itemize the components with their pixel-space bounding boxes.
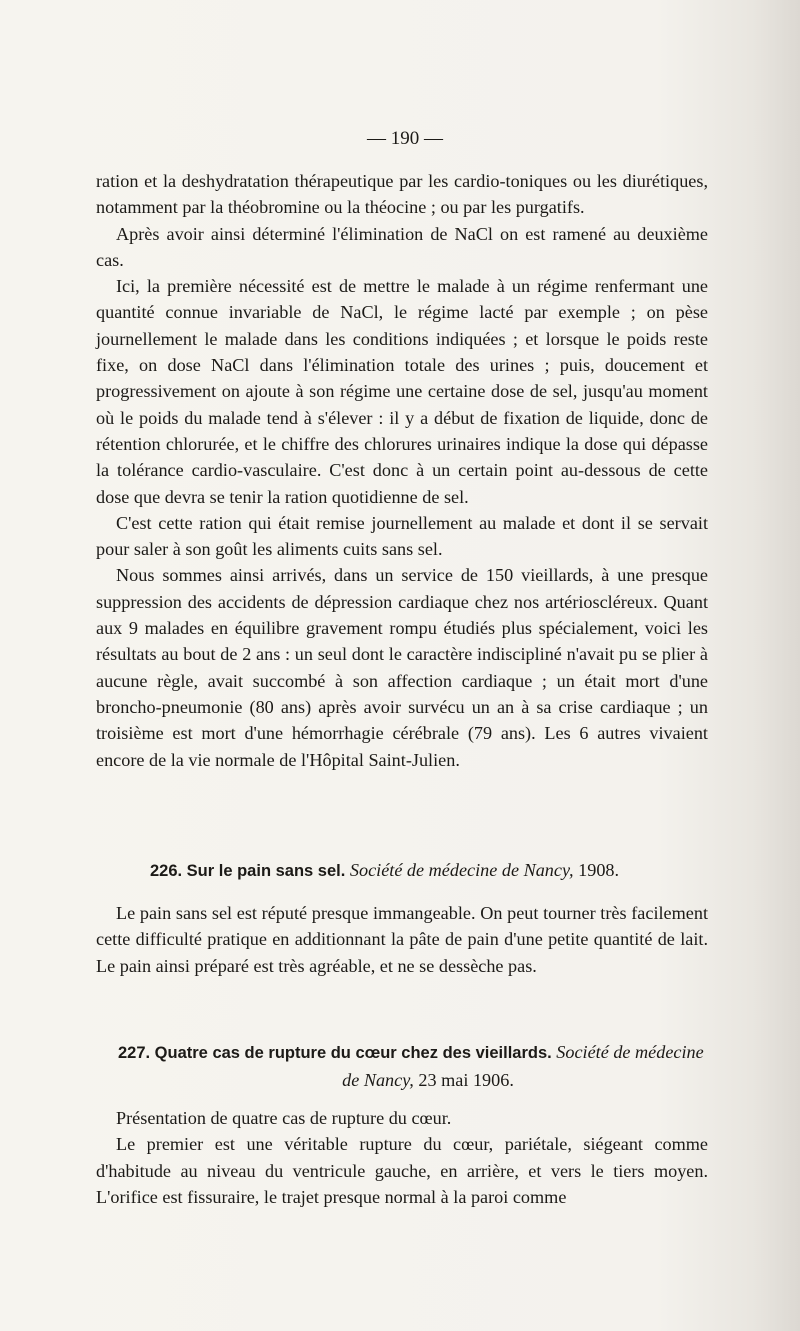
paragraph: Ici, la première nécessité est de mettre le malade à un régime renfermant une quantité connue invariable de NaCl, le régime lacté par exemple ; on pèse journellement le malade dans les conditions indiquées ; et lorsque le poids reste fixe, on dose NaCl dans l'élimination totale des urines ; puis, doucement et progressivement on ajoute à son régime une certaine dose de sel, jusqu'au moment où le poids du malade tend à s'élever : il y a début de fixation de liquide, donc de rétention chlorurée, et le chiffre des chlorures urinaires indique la dose qui dépasse la tolérance cardio-vasculaire. C'est donc à un certain point au-dessous de cette dose que devra se tenir la ration quotidienne de sel. [96,276,708,507]
body-text-section-227 [96,1105,708,1210]
journal-name: Société de médecine de Nancy, [349,860,574,880]
journal-name-cont: de Nancy, [342,1070,414,1090]
paragraph: Le pain sans sel est réputé presque immangeable. On peut tourner très facilement cette difficulté pratique en additionnant la pâte de pain d'une petite quantité de lait. Le pain ainsi préparé est très agréable, et ne se dessèche pas. [96,903,708,976]
paragraph: C'est cette ration qui était remise journellement au malade et dont il se servait pour saler à son goût les aliments cuits sans sel. [96,512,708,560]
page-number: — 190 — [367,128,443,149]
section-title: Quatre cas de rupture du cœur chez des vieillards. [154,1044,552,1062]
paragraph: Après avoir ainsi déterminé l'élimination de NaCl on est ramené au deuxième cas. [96,223,708,270]
paragraph: Présentation de quatre cas de rupture du cœur. [116,1108,452,1128]
paragraph: Nous sommes ainsi arrivés, dans un service de 150 vieillards, à une presque suppression des accidents de dépression cardiaque chez nos artérioscléreux. Quant aux 9 malades en équilibre gravement rompu étudiés plus spécialement, voici les résultats au bout de 2 ans : un seul dont le caractère indiscipliné n'avait pu se plier à aucune règle, avait succombé à son affection cardiaque ; un était mort d'une broncho-pneumonie (80 ans) après avoir survécu un an à sa crise cardiaque ; un troisième est mort d'une hémorrhagie cérébrale (79 ans). Les 6 autres vivaient encore de la vie normale de l'Hôpital Saint-Julien. [96,565,708,770]
heading-line-2 [118,1067,708,1094]
body-text-section-1 [96,168,708,773]
paragraph: ration et la deshydratation thérapeutique par les cardio-toniques ou les diurétiques, notamment par la théobromine ou la théocine ; ou par les purgatifs. [96,171,708,218]
body-text-section-226 [96,900,708,979]
section-title: Sur le pain sans sel. [186,862,346,880]
journal-date: 23 mai 1906. [418,1070,514,1090]
journal-year: 1908. [578,860,620,880]
section-number: 227. [118,1044,151,1062]
section-heading-226 [150,857,710,885]
journal-name: Société de médecine [556,1042,704,1062]
section-number: 226. [150,862,183,880]
paragraph: Le premier est une véritable rupture du cœur, pariétale, siégeant comme d'habitude au niveau du ventricule gauche, en arrière, et vers le tiers moyen. L'orifice est fissuraire, le trajet presque normal à la paroi comme [96,1134,708,1207]
section-heading-227 [118,1039,708,1094]
